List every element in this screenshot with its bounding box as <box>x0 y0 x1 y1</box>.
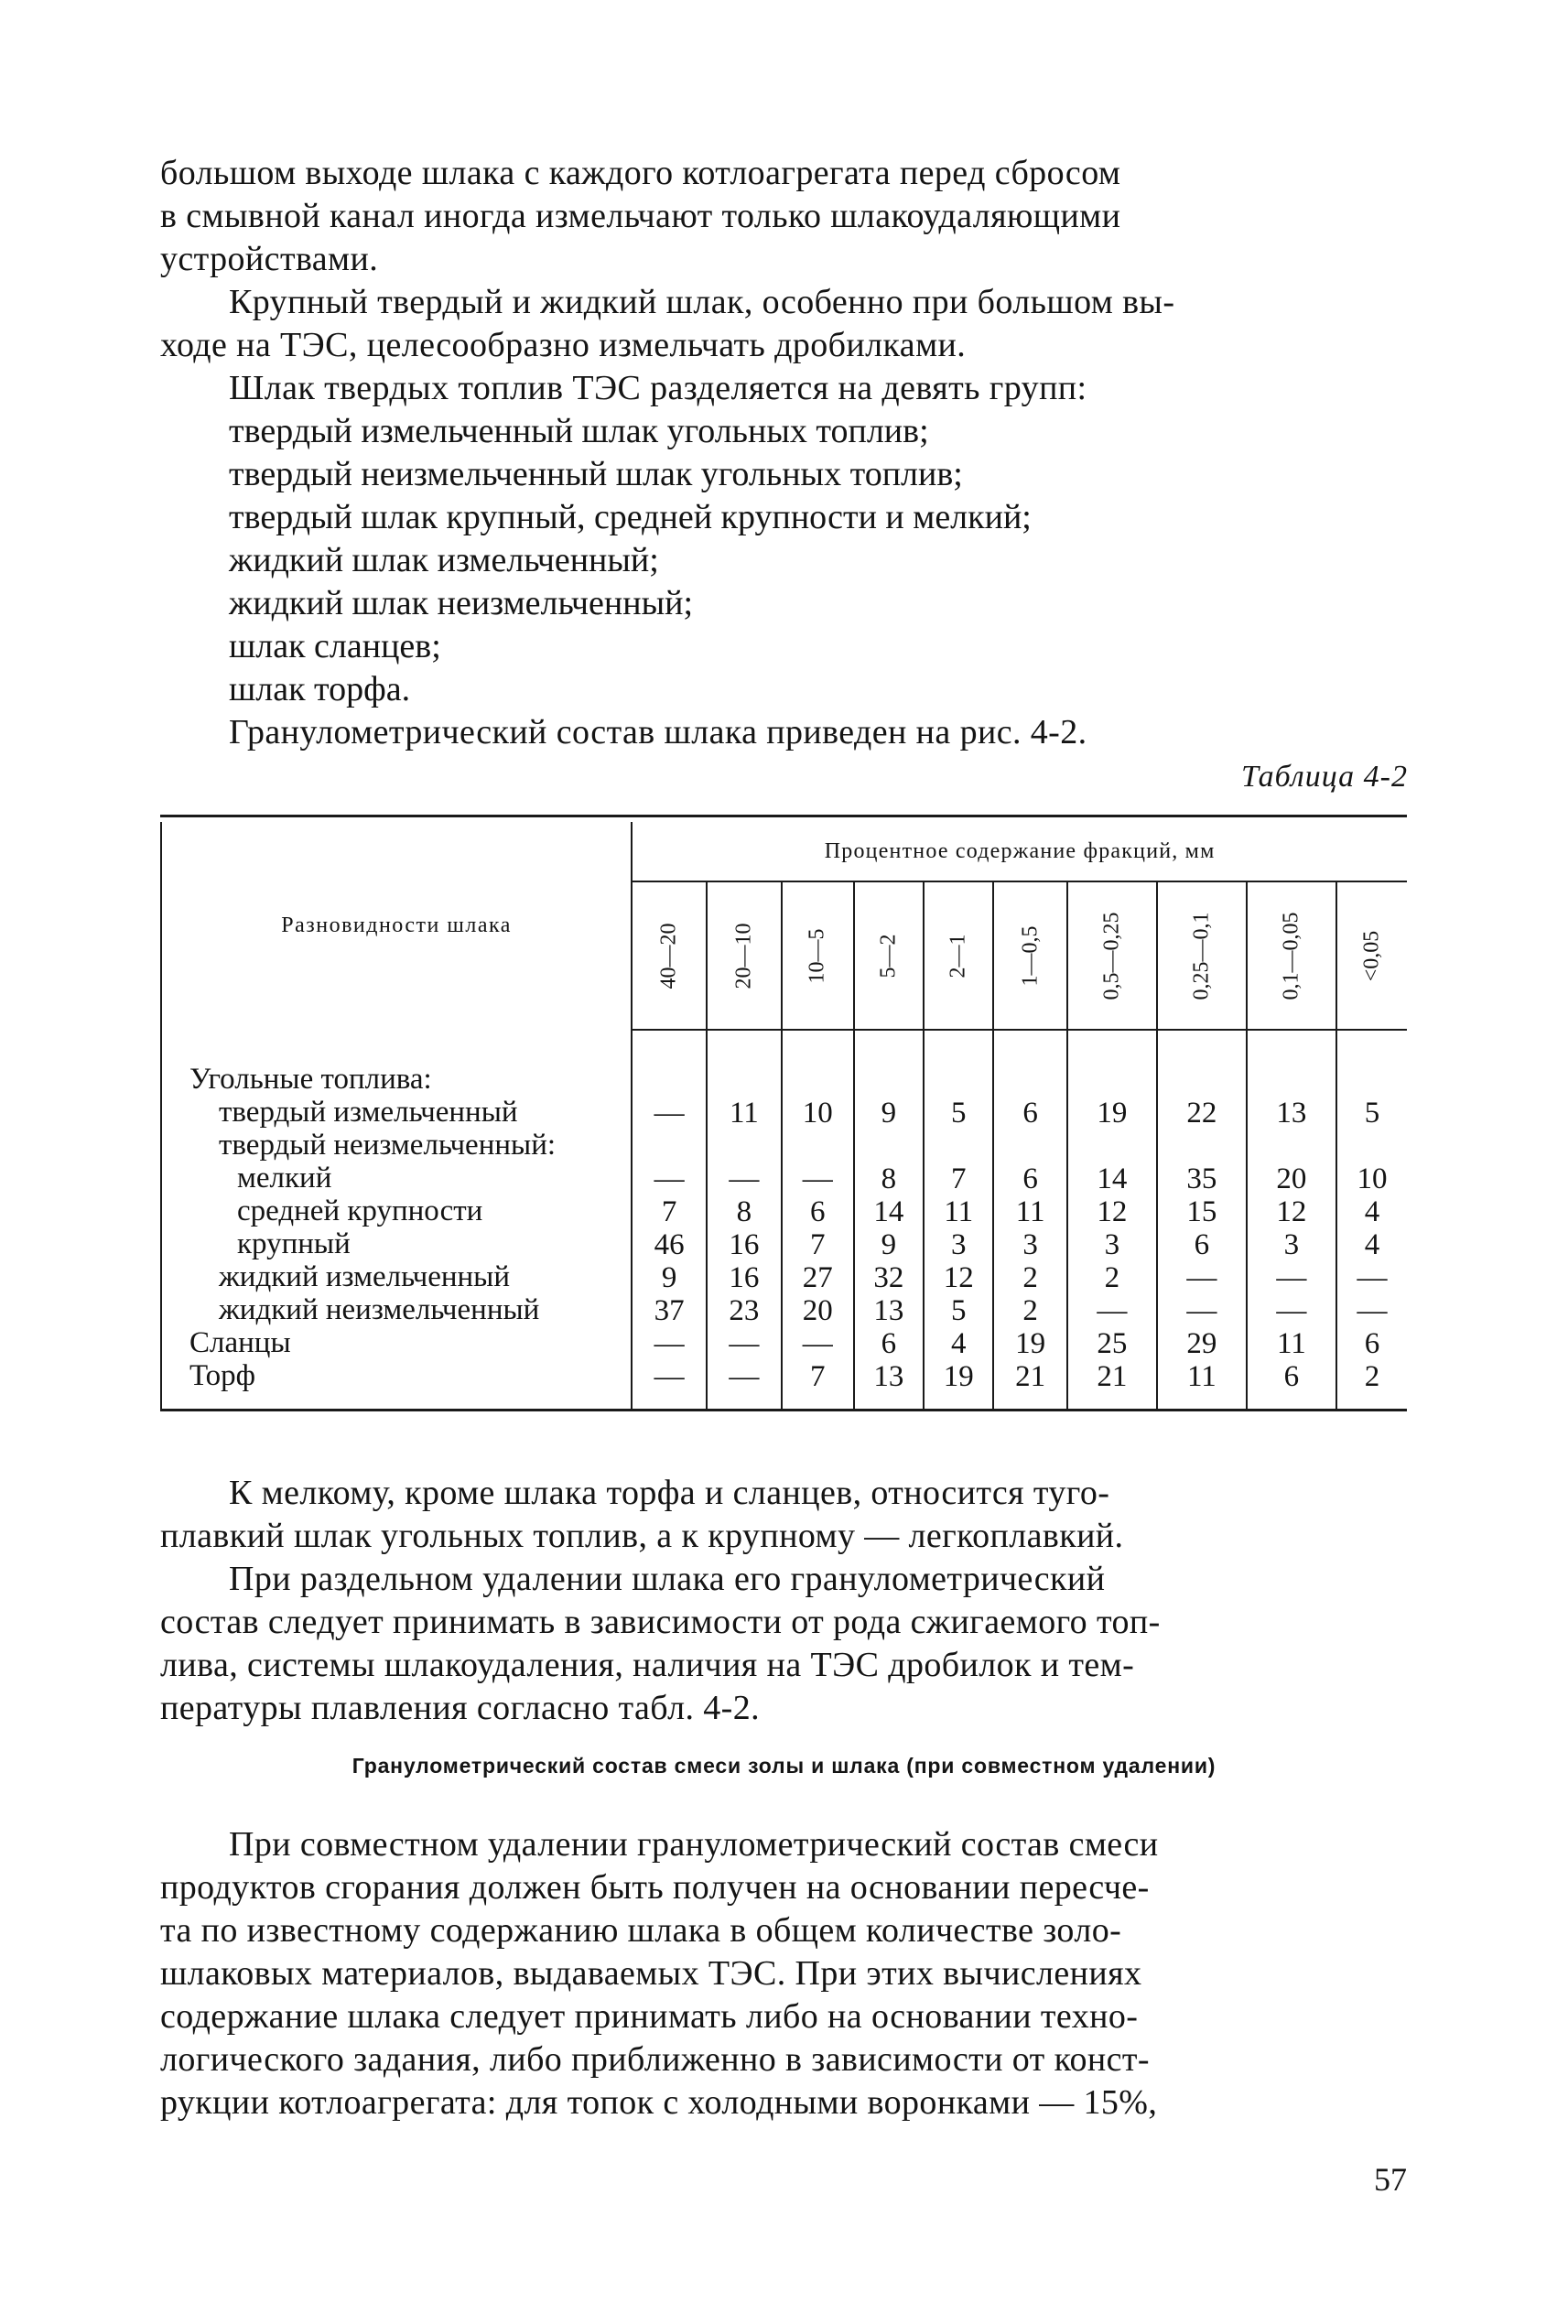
slag-type-label: Сланцы <box>189 1326 291 1359</box>
table-cell: 9 <box>881 1228 897 1261</box>
table-cell: 2 <box>1104 1261 1120 1294</box>
fraction-label: <0,05 <box>1359 930 1384 981</box>
paragraph-3 <box>229 367 1405 410</box>
text-line: лива, системы шлакоудаления, наличия на ТЭС дробилок и тем- <box>160 1646 1135 1684</box>
table-cell: 3 <box>1104 1228 1120 1261</box>
fraction-header <box>854 881 924 1030</box>
table-cell: 4 <box>1364 1228 1380 1261</box>
table-cell: 6 <box>1022 1097 1038 1130</box>
table-cell: 22 <box>1186 1097 1217 1130</box>
fraction-column <box>1157 1030 1247 1411</box>
table-cell: 27 <box>802 1261 833 1294</box>
slag-type-label: средней крупности <box>237 1194 483 1227</box>
fraction-column <box>707 1030 782 1411</box>
table-cell: — <box>729 1327 760 1360</box>
fraction-header <box>707 881 782 1030</box>
table-cell: 8 <box>736 1195 752 1228</box>
table-cell: 5 <box>951 1294 967 1327</box>
page-number: 57 <box>1374 2161 1407 2198</box>
table-cell: 12 <box>943 1261 974 1294</box>
text-line: устройствами. <box>160 240 379 278</box>
table-cell: 13 <box>873 1360 904 1393</box>
text-line: пературы плавления согласно табл. 4-2. <box>160 1689 761 1727</box>
table-cell: 11 <box>944 1195 974 1228</box>
table-cell: — <box>729 1162 760 1195</box>
list-item: твердый измельченный шлак угольных топлив; <box>229 412 929 450</box>
table-cell: 32 <box>873 1261 904 1294</box>
text-line: в смывной канал иногда измельчают только шлакоудаляющими <box>160 197 1121 235</box>
table-cell: 7 <box>809 1360 826 1393</box>
table-caption: Таблица 4-2 <box>1241 760 1408 794</box>
table-cell: — <box>802 1327 833 1360</box>
table-cell: 2 <box>1364 1360 1380 1393</box>
fraction-header <box>924 881 993 1030</box>
table-cell: 3 <box>1283 1228 1300 1261</box>
table-cell <box>855 1064 923 1097</box>
text-line: ходе на ТЭС, целесообразно измельчать дробилками. <box>160 326 967 364</box>
table-cell: 11 <box>1186 1360 1217 1393</box>
section-title: Гранулометрический состав смеси золы и шлака (при совместном удалении) <box>351 1754 1217 1778</box>
fraction-header <box>1157 881 1247 1030</box>
fraction-label: 20—10 <box>731 923 756 989</box>
table-cell: 10 <box>802 1097 833 1130</box>
table-cell: 7 <box>809 1228 826 1261</box>
text-line: продуктов сгорания должен быть получен на основании пересче- <box>160 1868 1150 1907</box>
fraction-label: 0,25—0,1 <box>1189 912 1214 1000</box>
fraction-label: 0,1—0,05 <box>1279 912 1303 1000</box>
fraction-label: 10—5 <box>805 928 829 983</box>
text-line: содержание шлака следует принимать либо на основании техно- <box>160 1997 1139 2036</box>
table-cell <box>855 1130 923 1162</box>
paragraph-4 <box>229 711 1405 754</box>
fraction-header <box>632 881 707 1030</box>
slag-type-label: крупный <box>237 1227 351 1260</box>
fraction-column <box>993 1030 1066 1411</box>
table-cell: 23 <box>729 1294 760 1327</box>
fraction-table <box>160 822 1407 1411</box>
table-cell <box>708 1130 781 1162</box>
table-cell <box>1248 1130 1336 1162</box>
table-cell <box>633 1064 706 1097</box>
fraction-column <box>1247 1030 1336 1411</box>
text-line: Шлак твердых топлив ТЭС разделяется на девять групп: <box>229 369 1087 407</box>
table-cell <box>925 1064 992 1097</box>
table-cell: 9 <box>881 1097 897 1130</box>
fraction-header <box>782 881 854 1030</box>
slag-type-names <box>161 1030 632 1411</box>
table-cell: 7 <box>661 1195 677 1228</box>
slag-type-label: мелкий <box>237 1162 332 1194</box>
table-cell: — <box>1097 1294 1128 1327</box>
table-cell: — <box>1186 1261 1217 1294</box>
fraction-label: 5—2 <box>876 934 901 978</box>
list-item: шлак торфа. <box>229 670 411 708</box>
table-cell: 6 <box>1022 1162 1038 1195</box>
table-cell: 6 <box>1283 1360 1300 1393</box>
table-cell <box>633 1130 706 1162</box>
fraction-label: 1—0,5 <box>1018 925 1043 986</box>
list-item: жидкий шлак измельченный; <box>229 541 659 579</box>
table-cell: 35 <box>1186 1162 1217 1195</box>
fraction-column <box>854 1030 924 1411</box>
table-cell: 20 <box>1276 1162 1307 1195</box>
text-line: плавкий шлак угольных топлив, а к крупному — легкоплавкий. <box>160 1517 1124 1555</box>
fraction-column <box>924 1030 993 1411</box>
table-cell: 19 <box>943 1360 974 1393</box>
table-cell: 10 <box>1357 1162 1388 1195</box>
table-cell <box>1337 1064 1407 1097</box>
slag-type-label: Торф <box>189 1359 256 1392</box>
table-cell: — <box>654 1360 685 1393</box>
table-cell: — <box>1276 1294 1307 1327</box>
table-cell: 13 <box>873 1294 904 1327</box>
table-cell: 21 <box>1097 1360 1128 1393</box>
text-line: При совместном удалении гранулометрический состав смеси <box>229 1825 1159 1864</box>
table-cell: 6 <box>1194 1228 1210 1261</box>
table-cell: 11 <box>1015 1195 1045 1228</box>
table-cell: 3 <box>1022 1228 1038 1261</box>
table-bottom-rule <box>161 1411 1407 1412</box>
table-cell: 7 <box>951 1162 967 1195</box>
list-item: шлак сланцев; <box>229 627 441 665</box>
fraction-column <box>782 1030 854 1411</box>
fraction-column <box>1067 1030 1157 1411</box>
table-cell: — <box>1276 1261 1307 1294</box>
table-cell: 3 <box>951 1228 967 1261</box>
table-cell: 12 <box>1097 1195 1128 1228</box>
fraction-label: 40—20 <box>656 923 681 989</box>
table-cell: 9 <box>661 1261 677 1294</box>
table-cell <box>994 1130 1065 1162</box>
paragraph-7 <box>160 1823 1405 2124</box>
table-cell: — <box>654 1327 685 1360</box>
group-header: Процентное содержание фракций, мм <box>632 822 1407 881</box>
table-cell: 46 <box>654 1228 685 1261</box>
paragraph-2 <box>160 281 1405 367</box>
text-line: рукции котлоагрегата: для топок с холодными воронками — 15%, <box>160 2083 1158 2122</box>
fraction-header <box>1336 881 1407 1030</box>
table-cell: 21 <box>1015 1360 1046 1393</box>
table-cell: 8 <box>881 1162 897 1195</box>
fraction-column <box>632 1030 707 1411</box>
table-cell: 20 <box>802 1294 833 1327</box>
table-cell <box>1068 1130 1156 1162</box>
table-cell <box>1068 1064 1156 1097</box>
table-cell <box>994 1064 1065 1097</box>
fraction-header <box>1067 881 1157 1030</box>
table-cell: — <box>654 1097 685 1130</box>
table-cell: 5 <box>951 1097 967 1130</box>
fraction-header <box>993 881 1066 1030</box>
table-cell <box>783 1130 853 1162</box>
text-line: Гранулометрический состав шлака приведен на рис. 4-2. <box>229 713 1087 751</box>
text-line: большом выходе шлака с каждого котлоагрегата перед сбросом <box>160 154 1121 192</box>
text-line: шлаковых материалов, выдаваемых ТЭС. При этих вычислениях <box>160 1954 1142 1993</box>
table-cell: — <box>654 1162 685 1195</box>
table-cell: 16 <box>729 1228 760 1261</box>
table-cell: 25 <box>1097 1327 1128 1360</box>
text-line: К мелкому, кроме шлака торфа и сланцев, относится туго- <box>229 1474 1110 1512</box>
slag-type-label: твердый измельченный <box>219 1096 518 1129</box>
paragraph-1 <box>160 152 1405 281</box>
slag-type-label: жидкий неизмельченный <box>219 1293 540 1326</box>
table-cell <box>1248 1064 1336 1097</box>
list-item: твердый шлак крупный, средней крупности и мелкий; <box>229 498 1032 536</box>
table-cell: — <box>729 1360 760 1393</box>
table-cell: 5 <box>1364 1097 1380 1130</box>
table-cell: 19 <box>1015 1327 1046 1360</box>
paragraph-5 <box>160 1472 1405 1558</box>
table-cell <box>1158 1130 1246 1162</box>
table-cell: 29 <box>1186 1327 1217 1360</box>
table-cell <box>708 1064 781 1097</box>
table-top-rule <box>160 815 1407 817</box>
table-cell <box>1158 1064 1246 1097</box>
table-cell: 16 <box>729 1261 760 1294</box>
paragraph-6 <box>160 1558 1405 1730</box>
table-cell: 14 <box>873 1195 904 1228</box>
table-cell <box>1337 1130 1407 1162</box>
table-cell: 4 <box>951 1327 967 1360</box>
table-cell: 14 <box>1097 1162 1128 1195</box>
list-item: жидкий шлак неизмельченный; <box>229 584 694 622</box>
table-cell: 15 <box>1186 1195 1217 1228</box>
table-cell: 6 <box>1364 1327 1380 1360</box>
text-line: та по известному содержанию шлака в общем количестве золо- <box>160 1911 1122 1950</box>
fraction-label: 0,5—0,25 <box>1099 912 1124 1000</box>
table-cell: 6 <box>809 1195 826 1228</box>
fraction-label: 2—1 <box>946 934 970 978</box>
list-item: твердый неизмельченный шлак угольных топлив; <box>229 455 963 493</box>
table-cell <box>925 1130 992 1162</box>
row-header: Разновидности шлака <box>161 822 632 1030</box>
slag-type-label: жидкий измельченный <box>219 1260 511 1293</box>
table-cell: 19 <box>1097 1097 1128 1130</box>
text-line: состав следует принимать в зависимости от рода сжигаемого топ- <box>160 1603 1161 1641</box>
table-cell: — <box>1357 1261 1388 1294</box>
text-line: При раздельном удалении шлака его гранулометрический <box>229 1560 1106 1598</box>
table-cell: — <box>1186 1294 1217 1327</box>
slag-groups-list <box>229 410 1032 711</box>
fraction-header <box>1247 881 1336 1030</box>
table-cell <box>783 1064 853 1097</box>
slag-type-label: Угольные топлива: <box>189 1063 432 1096</box>
table-cell: — <box>1357 1294 1388 1327</box>
table-cell: 11 <box>1276 1327 1306 1360</box>
table-cell: 6 <box>881 1327 897 1360</box>
table-cell: 13 <box>1276 1097 1307 1130</box>
table-cell: 12 <box>1276 1195 1307 1228</box>
table-cell: 2 <box>1022 1261 1038 1294</box>
fraction-column <box>1336 1030 1407 1411</box>
slag-type-label: твердый неизмельченный: <box>219 1129 557 1162</box>
table-cell: 2 <box>1022 1294 1038 1327</box>
table-cell: 11 <box>729 1097 759 1130</box>
table-cell: — <box>802 1162 833 1195</box>
text-line: Крупный твердый и жидкий шлак, особенно при большом вы- <box>229 283 1175 321</box>
text-line: логического задания, либо приближенно в зависимости от конст- <box>160 2040 1150 2079</box>
table-cell: 37 <box>654 1294 685 1327</box>
table-cell: 4 <box>1364 1195 1380 1228</box>
